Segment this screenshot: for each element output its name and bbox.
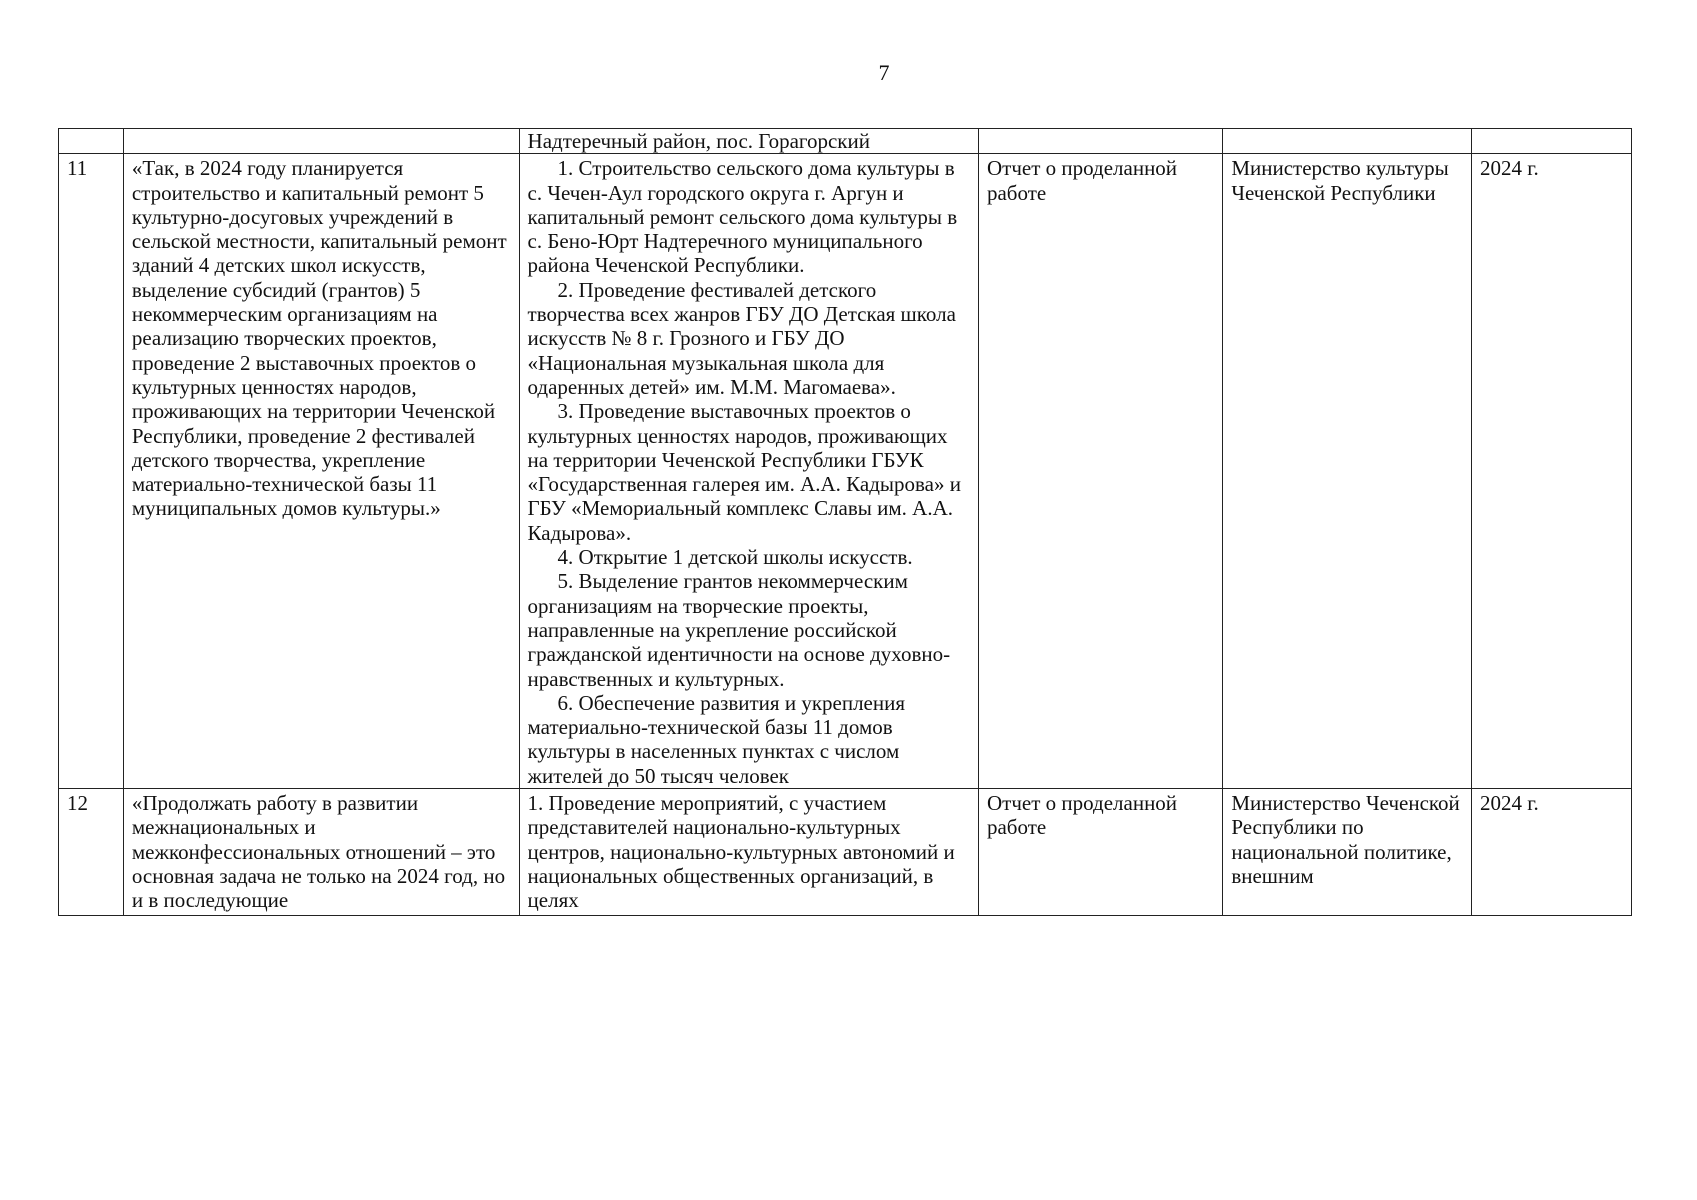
table-row (59, 154, 1632, 789)
cell-responsible (1223, 129, 1472, 154)
cell-responsible: Министерство культуры Чеченской Республики (1223, 154, 1472, 789)
measure-item: 3. Проведение выставочных проектов о культурных ценностях народов, проживающих на территории Чеченской Республики ГБУК «Государственная галерея им. А.А. Кадырова» и ГБУ «Мемориальный комплекс Славы им. А.А. Кадырова». (527, 399, 961, 545)
cell-num: 12 (59, 789, 124, 916)
cell-form: Отчет о проделанной работе (978, 154, 1222, 789)
cell-date (1471, 129, 1631, 154)
page-number: 7 (878, 60, 890, 85)
cell-form (978, 129, 1222, 154)
measure-item: 4. Открытие 1 детской школы искусств. (557, 545, 913, 570)
measure-item: 1. Строительство сельского дома культуры в с. Чечен-Аул городского округа г. Аргун и капитальный ремонт сельского дома культуры в с. Бено-Юрт Надтеречного муниципального района Чеченской Республики. (527, 156, 958, 278)
continuation-row (59, 129, 1632, 154)
cell-date: 2024 г. (1471, 789, 1631, 916)
cell-text (123, 129, 519, 154)
cell-responsible: Министерство Чеченской Республики по национальной политике, внешним (1223, 789, 1472, 916)
cell-num (59, 129, 124, 154)
table-row (59, 789, 1632, 916)
cell-text: «Так, в 2024 году планируется строительство и капитальный ремонт 5 культурно-досуговых учреждений в сельской местности, капитальный ремонт зданий 4 детских школ искусств, выделение субсидий (грантов) 5 некоммерческим организациям на реализацию творческих проектов, проведение 2 выставочных проектов о культурных ценностях народов, проживающих на территории Чеченской Республики, проведение 2 фестивалей детского творчества, укрепление материально-технической базы 11 муниципальных домов культуры.» (123, 154, 519, 789)
cell-measures: 1. Проведение мероприятий, с участием представителей национально-культурных центров, национально-культурных автономий и национальных общественных организаций, в целях (519, 789, 978, 916)
measure-item: 2. Проведение фестивалей детского творчества всех жанров ГБУ ДО Детская школа искусств № 8 г. Грозного и ГБУ ДО «Национальная музыкальная школа для одаренных детей» им. М.М. Магомаева». (527, 277, 956, 399)
cell-form: Отчет о проделанной работе (978, 789, 1222, 916)
measure-item: 6. Обеспечение развития и укрепления материально-технической базы 11 домов культуры в населенных пунктах с числом жителей до 50 тысяч человек (527, 690, 906, 788)
cell-measures: Надтеречный район, пос. Горагорский (519, 129, 978, 154)
cell-num: 11 (59, 154, 124, 789)
cell-text: «Продолжать работу в развитии межнациональных и межконфессиональных отношений – это основная задача не только на 2024 год, но и в последующие (123, 789, 519, 916)
cell-date: 2024 г. (1471, 154, 1631, 789)
cell-measures (519, 154, 978, 789)
plan-table (58, 128, 1632, 916)
measure-item: 5. Выделение грантов некоммерческим организациям на творческие проекты, направленные на укрепление российской гражданской идентичности на основе духовно-нравственных и культурных. (527, 569, 951, 691)
